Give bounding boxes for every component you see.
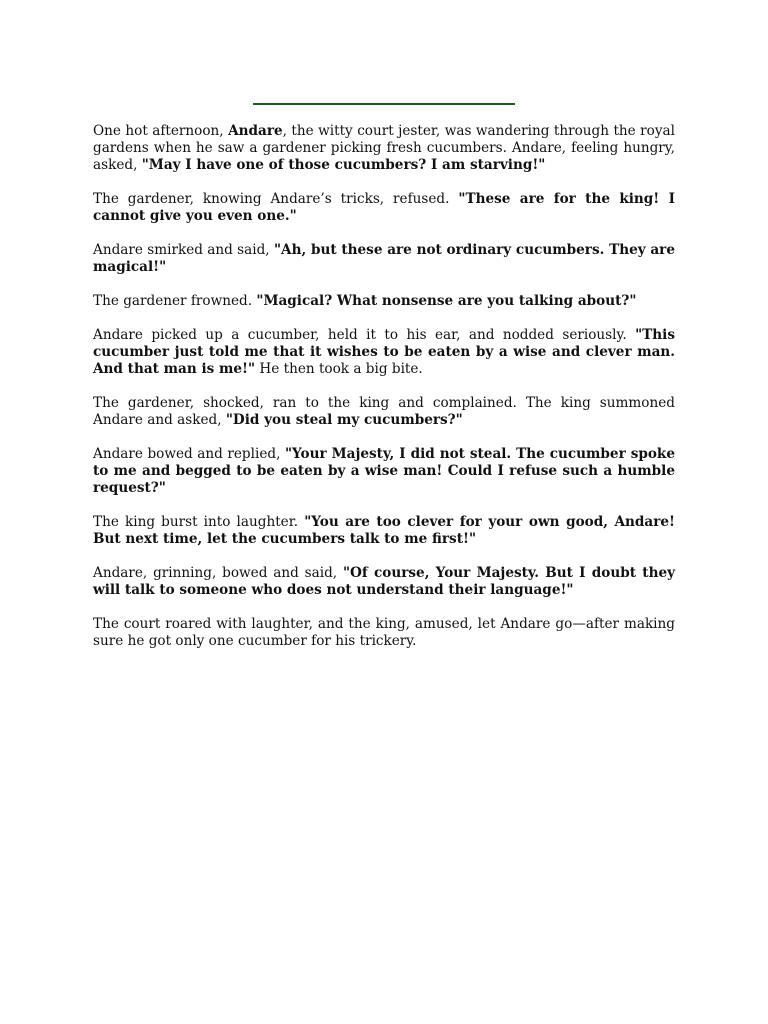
narration-text: The gardener, shocked, ran to the king and complained. The king summoned Andare and asked,: [93, 395, 675, 428]
narration-text: He then took a big bite.: [255, 361, 423, 377]
narration-text: The king burst into laughter.: [93, 514, 305, 530]
dialogue-text: "Your Majesty, I did not steal. The cucumber spoke to me and begged to be eaten by a wise man! Could I refuse such a humble request?": [93, 446, 675, 496]
narration-text: The gardener, knowing Andare’s tricks, refused.: [93, 191, 459, 207]
narration-text: The court roared with laughter, and the king, amused, let Andare go—after making sure he got only one cucumber for his trickery.: [93, 616, 675, 649]
story-paragraph: [93, 616, 675, 650]
story-paragraph: [93, 514, 675, 548]
dialogue-text: "Ah, but these are not ordinary cucumbers. They are magical!": [93, 242, 675, 275]
narration-text: , the witty court jester, was wandering through the royal gardens when he saw a gardener picking fresh cucumbers. Andare, feeling hungry, asked,: [93, 123, 675, 173]
story-paragraph: [93, 565, 675, 599]
story-paragraph: [93, 446, 675, 497]
narration-text: Andare smirked and said,: [93, 242, 274, 258]
dialogue-text: "Of course, Your Majesty. But I doubt they will talk to someone who does not understand their language!": [93, 565, 676, 598]
narration-text: The gardener frowned.: [93, 293, 257, 309]
narration-text: Andare picked up a cucumber, held it to his ear, and nodded seriously.: [93, 327, 636, 343]
dialogue-text: "This cucumber just told me that it wishes to be eaten by a wise and clever man. And that man is me!": [93, 327, 675, 377]
story-paragraph: [93, 327, 675, 378]
narration-text: Andare, grinning, bowed and said,: [93, 565, 343, 581]
story-paragraph: [93, 123, 675, 174]
narration-text: One hot afternoon,: [93, 123, 229, 139]
dialogue-text: "Did you steal my cucumbers?": [225, 412, 463, 428]
dialogue-text: "You are too clever for your own good, Andare! But next time, let the cucumbers talk to me first!": [93, 514, 676, 547]
dialogue-text: "These are for the king! I cannot give you even one.": [93, 191, 675, 224]
dialogue-text: "May I have one of those cucumbers? I am starving!": [141, 157, 546, 173]
story-body: [93, 123, 675, 667]
story-paragraph: [93, 395, 675, 429]
story-paragraph: [93, 191, 675, 225]
story-paragraph: [93, 293, 675, 310]
header-rule: [253, 103, 515, 105]
dialogue-text: Andare: [228, 123, 283, 139]
story-paragraph: [93, 242, 675, 276]
narration-text: Andare bowed and replied,: [93, 446, 285, 462]
dialogue-text: "Magical? What nonsense are you talking about?": [256, 293, 637, 309]
